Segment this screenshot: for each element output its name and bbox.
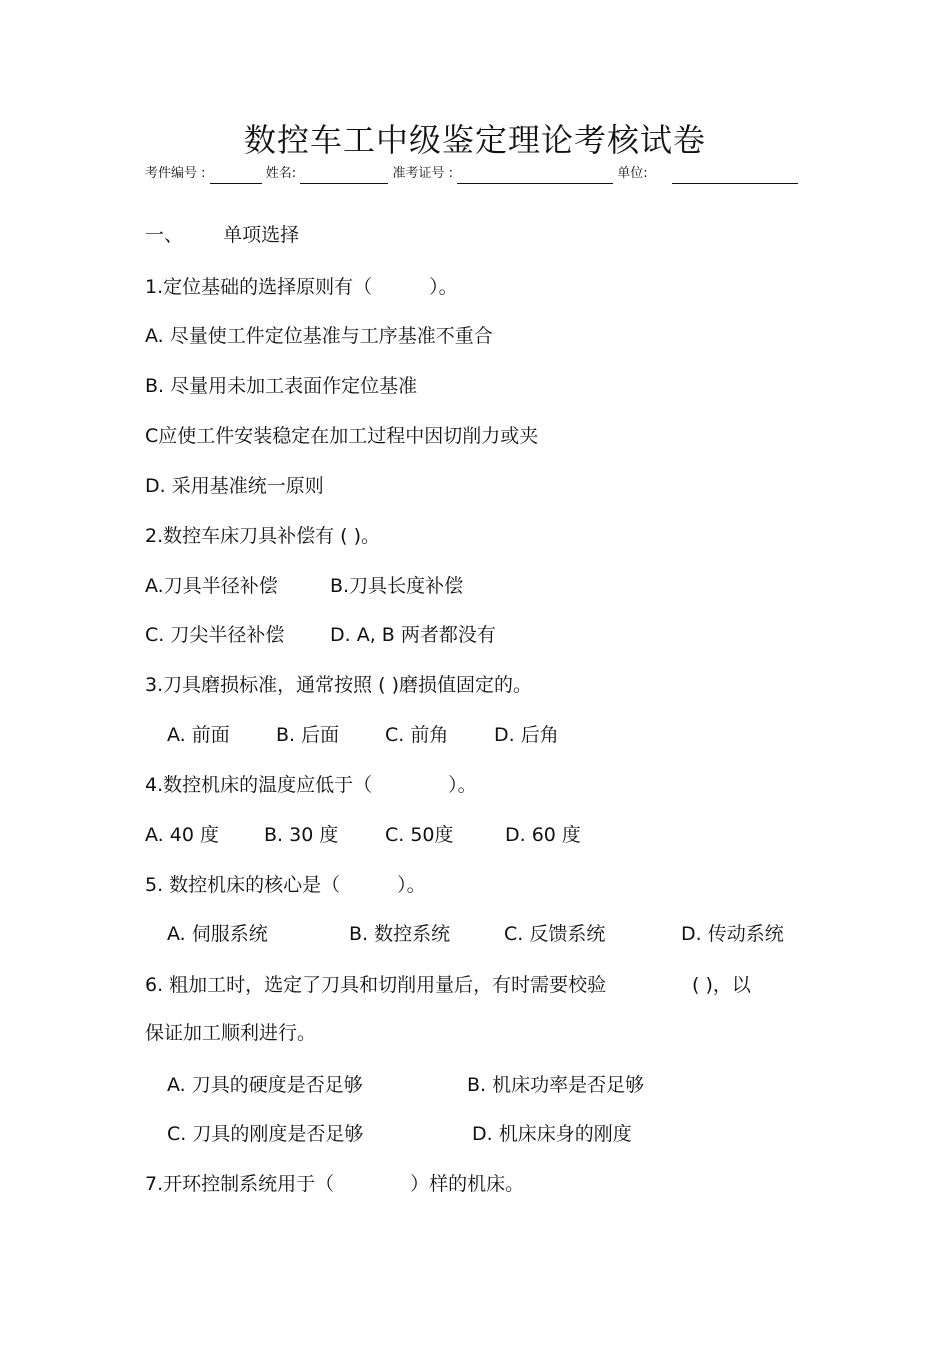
name-blank[interactable]: [300, 167, 388, 184]
exam-no-label: 考件编号 :: [145, 166, 206, 181]
question-1-stem: 1.定位基础的选择原则有（ ）。: [145, 276, 458, 298]
question-2-option-a: A.刀具半径补偿: [145, 575, 278, 597]
question-6-stem-line-2: 保证加工顺利进行。: [145, 1022, 317, 1044]
question-6-stem-line-1: 6. 粗加工时，选定了刀具和切削用量后，有时需要校验: [145, 974, 607, 996]
question-4-stem: 4.数控机床的温度应低于（ ）。: [145, 774, 477, 796]
question-2-stem: 2.数控车床刀具补偿有 ( )。: [145, 525, 381, 547]
question-3-option-a: A. 前面: [167, 724, 230, 746]
exam-no-blank[interactable]: [210, 167, 262, 184]
question-6-option-a: A. 刀具的硬度是否足够: [167, 1074, 363, 1096]
cert-blank[interactable]: [457, 167, 613, 184]
section-label: 单项选择: [223, 224, 300, 246]
section-number: 一、: [145, 224, 184, 246]
question-2-option-c: C. 刀尖半径补偿: [145, 624, 285, 646]
question-4-option-b: B. 30 度: [264, 824, 339, 846]
question-6-option-d: D. 机床床身的刚度: [472, 1123, 632, 1145]
question-3-option-b: B. 后面: [276, 724, 340, 746]
cert-label: 准考证号 :: [392, 166, 453, 181]
question-6-answer-paren: ( )，以: [692, 974, 751, 996]
question-3-option-d: D. 后角: [494, 724, 559, 746]
question-2-option-d: D. A, B 两者都没有: [330, 624, 496, 646]
question-7-stem: 7.开环控制系统用于（ ）样的机床。: [145, 1173, 525, 1195]
question-4-option-c: C. 50度: [385, 824, 454, 846]
question-4-option-a: A. 40 度: [145, 824, 219, 846]
candidate-info-row: [145, 164, 815, 184]
name-label: 姓名:: [265, 166, 297, 181]
question-6-option-b: B. 机床功率是否足够: [467, 1074, 645, 1096]
question-5-option-c: C. 反馈系统: [504, 923, 606, 945]
question-1-option-c: C应使工件安装稳定在加工过程中因切削力或夹: [145, 425, 539, 447]
question-5-option-d: D. 传动系统: [681, 923, 784, 945]
question-5-stem: 5. 数控机床的核心是（ ）。: [145, 874, 426, 896]
question-3-stem: 3.刀具磨损标准，通常按照 ( )磨损值固定的。: [145, 674, 533, 696]
question-5-option-b: B. 数控系统: [349, 923, 451, 945]
question-2-option-b: B.刀具长度补偿: [330, 575, 464, 597]
section-heading: [145, 222, 299, 248]
unit-label: 单位:: [617, 166, 648, 181]
question-3-option-c: C. 前角: [385, 724, 449, 746]
question-4-option-d: D. 60 度: [505, 824, 581, 846]
question-6-option-c: C. 刀具的刚度是否足够: [167, 1123, 364, 1145]
question-1-option-a: A. 尽量使工件定位基准与工序基准不重合: [145, 325, 493, 347]
question-5-option-a: A. 伺服系统: [167, 923, 268, 945]
question-1-option-d: D. 采用基准统一原则: [145, 475, 324, 497]
unit-blank[interactable]: [672, 167, 798, 184]
question-1-option-b: B. 尽量用未加工表面作定位基准: [145, 375, 418, 397]
page-title: 数控车工中级鉴定理论考核试卷: [243, 121, 706, 159]
